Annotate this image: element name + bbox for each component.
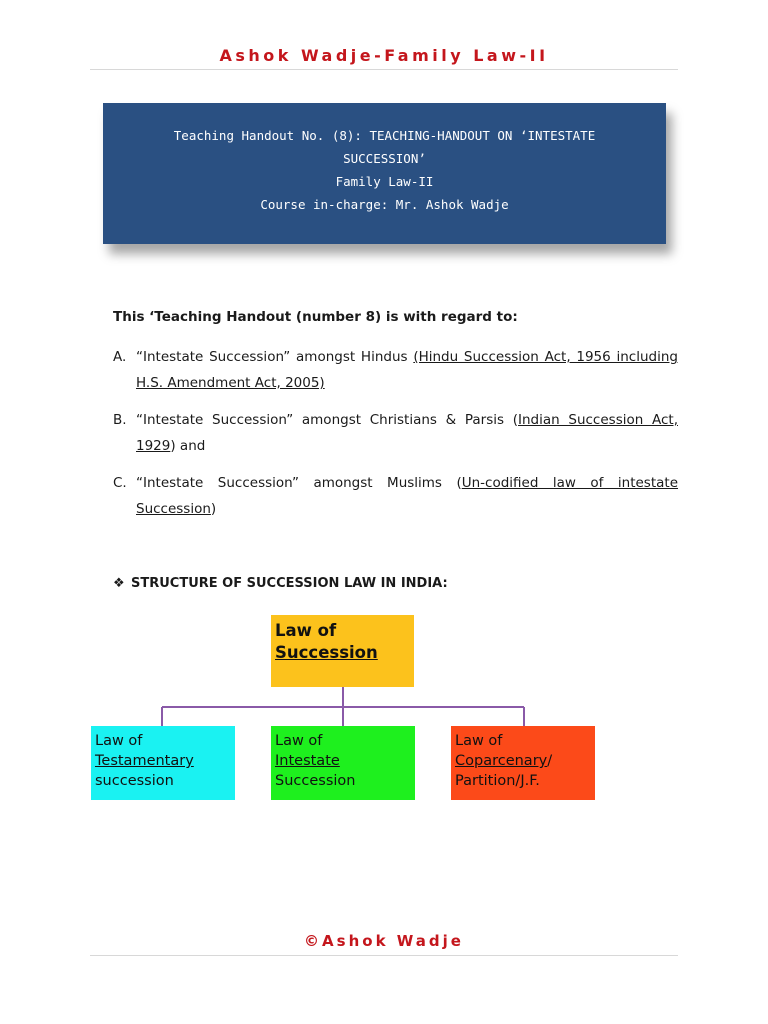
- intro-text: This ‘Teaching Handout (number 8) is with regard to:: [113, 309, 518, 325]
- child-line3: Succession: [275, 773, 356, 789]
- child-line2-tail: /: [547, 753, 553, 769]
- child-line1: Law of: [275, 733, 323, 749]
- item-reference: (Hindu Succession Act, 1956 including H.S. Amendment Act, 2005): [136, 349, 678, 391]
- page-header-title: Ashok Wadje-Family Law-II: [219, 46, 549, 65]
- root-line1: Law of: [275, 621, 337, 640]
- diagram-child-testamentary: [91, 726, 235, 800]
- child-line3: Partition/J.F.: [455, 773, 540, 789]
- diamond-bullet-icon: ❖: [113, 576, 125, 591]
- item-reference: Un-codified law of intestate Succession: [136, 475, 679, 517]
- list-letter: A.: [113, 349, 127, 365]
- child-line2: Intestate: [275, 753, 340, 769]
- footer-copyright: ©Ashok Wadje: [304, 932, 464, 950]
- footer-rule: [90, 955, 678, 956]
- item-reference: Indian Succession Act, 1929: [136, 412, 678, 454]
- child-line2: Testamentary: [95, 753, 194, 769]
- item-text: “Intestate Succession” amongst Muslims (: [136, 475, 462, 491]
- diagram-child-intestate: [271, 726, 415, 800]
- child-line1: Law of: [95, 733, 143, 749]
- banner-course: Family Law-II: [335, 174, 434, 189]
- child-line3: succession: [95, 773, 174, 789]
- item-tail: ): [210, 501, 217, 517]
- diagram-child-coparcenary: [451, 726, 595, 800]
- item-tail: ) and: [170, 438, 206, 454]
- child-line1: Law of: [455, 733, 503, 749]
- diagram-root-box: [271, 615, 414, 687]
- banner-title: Teaching Handout No. (8): TEACHING-HANDOUT ON ‘INTESTATE SUCCESSION’: [173, 128, 596, 166]
- root-line2: Succession: [275, 643, 378, 662]
- list-letter: B.: [113, 412, 127, 428]
- child-line2: Coparcenary: [455, 753, 548, 769]
- banner-incharge: Course in-charge: Mr. Ashok Wadje: [260, 197, 509, 212]
- structure-heading-text: STRUCTURE OF SUCCESSION LAW IN INDIA:: [131, 576, 448, 591]
- item-text: “Intestate Succession” amongst Christians & Parsis (: [136, 412, 518, 428]
- list-letter: C.: [113, 475, 127, 491]
- item-text: “Intestate Succession” amongst Hindus: [136, 349, 414, 365]
